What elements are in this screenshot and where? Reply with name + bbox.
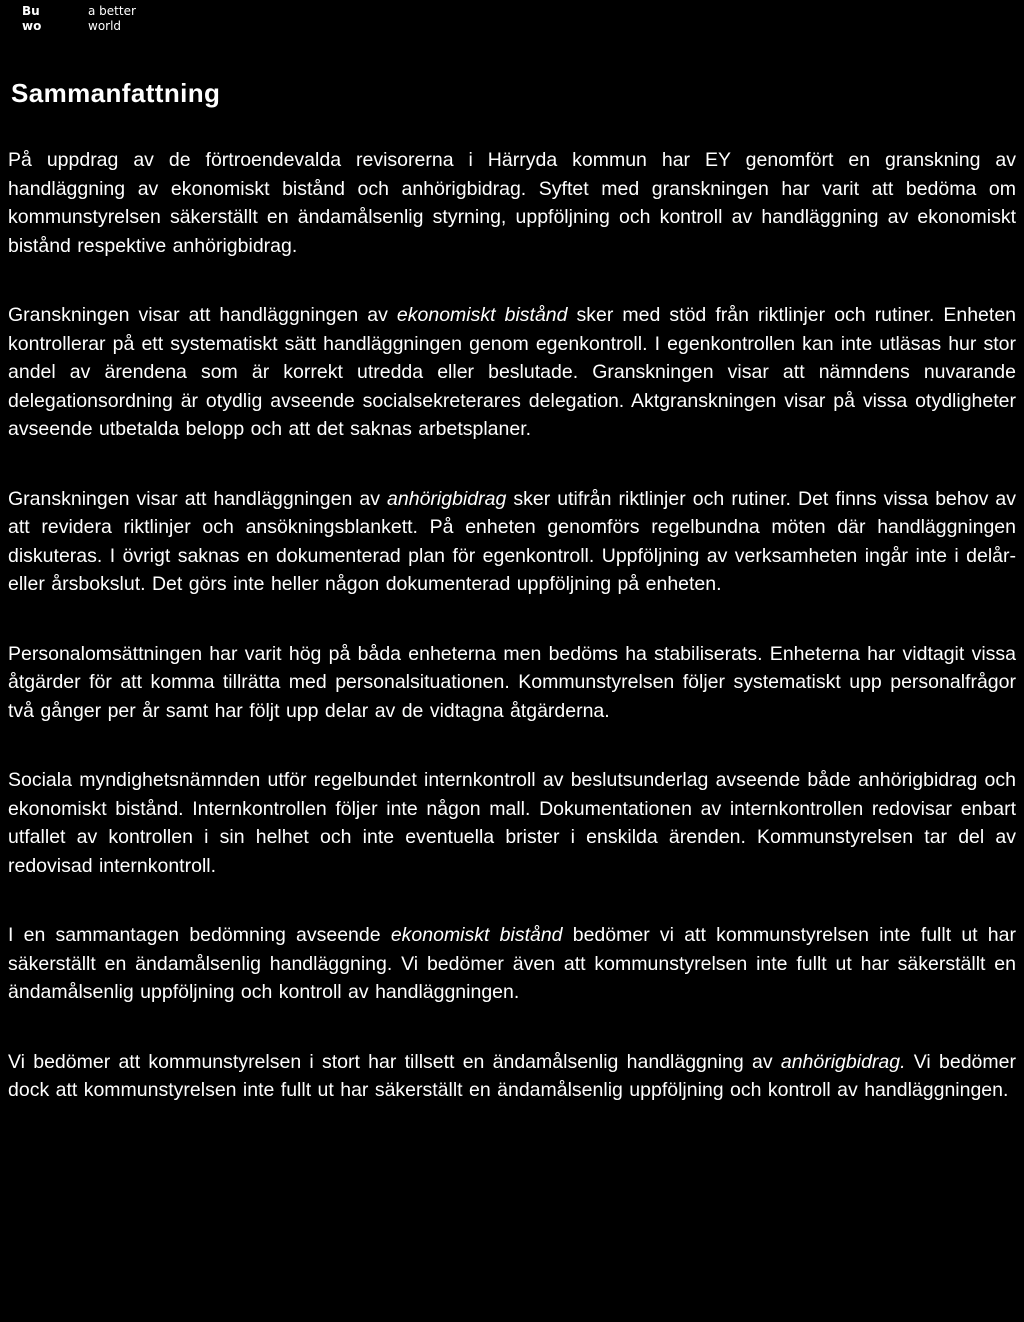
paragraph-text: På uppdrag av de förtroendevalda revisorerna i Härryda kommun har EY genomfört en granskning av handläggning av ekonomiskt bistånd och anhörigbidrag. Syftet med granskningen har varit att bedöma om kommunstyrelsen säkerställt en ändamålsenlig styrning, uppföljning och kontroll av handläggning av ekonomiskt bistånd respektive anhörigbidrag. bbox=[8, 149, 1016, 257]
emphasized-term: anhörigbidrag bbox=[387, 487, 507, 510]
paragraph-7 bbox=[8, 1048, 1016, 1105]
summary-body bbox=[8, 146, 1016, 1146]
paragraph-text: sker med stöd från riktlinjer och rutiner. Enheten kontrollerar på ett systematiskt sätt handläggningen genom egenkontroll. I egenkontrollen kan inte utläsas hur stor andel av ärendena som är korrekt utredda eller beslutade. Granskningen visar att nämndens nuvarande delegationsordning är otydlig avseende socialsekreterares delegation. Aktgranskningen visar på vissa otydligheter avseende utbetalda belopp och att det saknas arbetsplaner. bbox=[8, 304, 1017, 440]
paragraph-4 bbox=[8, 640, 1016, 726]
emphasized-term: ekonomiskt bistånd bbox=[396, 304, 568, 326]
paragraph-text: Vi bedömer att kommunstyrelsen i stort har tillsett en ändamålsenlig handläggning av bbox=[8, 1050, 781, 1073]
paragraph-text: I en sammantagen bedömning avseende bbox=[8, 924, 391, 946]
paragraph-3 bbox=[8, 485, 1016, 599]
paragraph-1 bbox=[8, 146, 1016, 260]
paragraph-2 bbox=[8, 301, 1016, 444]
paragraph-5 bbox=[8, 766, 1016, 880]
paragraph-6 bbox=[8, 921, 1016, 1007]
logo-tagline: world bbox=[88, 19, 122, 33]
paragraph-text: Granskningen visar att handläggningen av bbox=[8, 304, 397, 326]
paragraph-text: Personalomsättningen har varit hög på båda enheterna men bedöms ha stabiliserats. Enheterna har vidtagit vissa åtgärder för att komma tillrätta med personalsituationen. Kommunstyrelsen följer systematiskt upp personalfrågor två gånger per år samt har följt upp delar av de vidtagna åtgärderna. bbox=[8, 642, 1016, 722]
logo-text: wo bbox=[22, 19, 42, 33]
paragraph-text: bedömer vi att kommunstyrelsen inte fullt ut har säkerställt en ändamålsenlig handläggning. Vi bedömer även att kommunstyrelsen inte fullt ut har säkerställt en ändamålsenlig uppföljning och kontroll av handläggningen. bbox=[8, 924, 1016, 1003]
emphasized-term: anhörigbidrag. bbox=[780, 1050, 906, 1073]
paragraph-text: sker utifrån riktlinjer och rutiner. Det finns vissa behov av att revidera riktlinjer och ansökningsblankett. På enheten genomförs regelbundna möten där handläggningen diskuteras. I övrigt saknas en dokumenterad plan för egenkontroll. Uppföljning av verksamheten ingår inte i delår- eller årsbokslut. Det görs inte heller någon dokumenterad uppföljning på enheten. bbox=[8, 487, 1016, 595]
paragraph-text: Granskningen visar att handläggningen av bbox=[8, 487, 388, 510]
paragraph-text: Sociala myndighetsnämnden utför regelbundet internkontroll av beslutsunderlag avseende både anhörigbidrag och ekonomiskt bistånd. Internkontrollen följer inte någon mall. Dokumentationen av internkontrollen redovisar enbart utfallet av kontrollen i sin helhet och inte eventuella brister i enskilda ärenden. Kommunstyrelsen tar del av redovisad internkontroll. bbox=[8, 769, 1016, 877]
page-title: Sammanfattning bbox=[11, 78, 221, 108]
logo-text: Bu bbox=[22, 4, 40, 18]
paragraph-text: Vi bedömer dock att kommunstyrelsen inte fullt ut har säkerställt en ändamålsenlig uppföljning och kontroll av handläggningen. bbox=[8, 1050, 1016, 1101]
emphasized-term: ekonomiskt bistånd bbox=[390, 924, 563, 946]
logo-tagline: a better bbox=[88, 4, 136, 18]
